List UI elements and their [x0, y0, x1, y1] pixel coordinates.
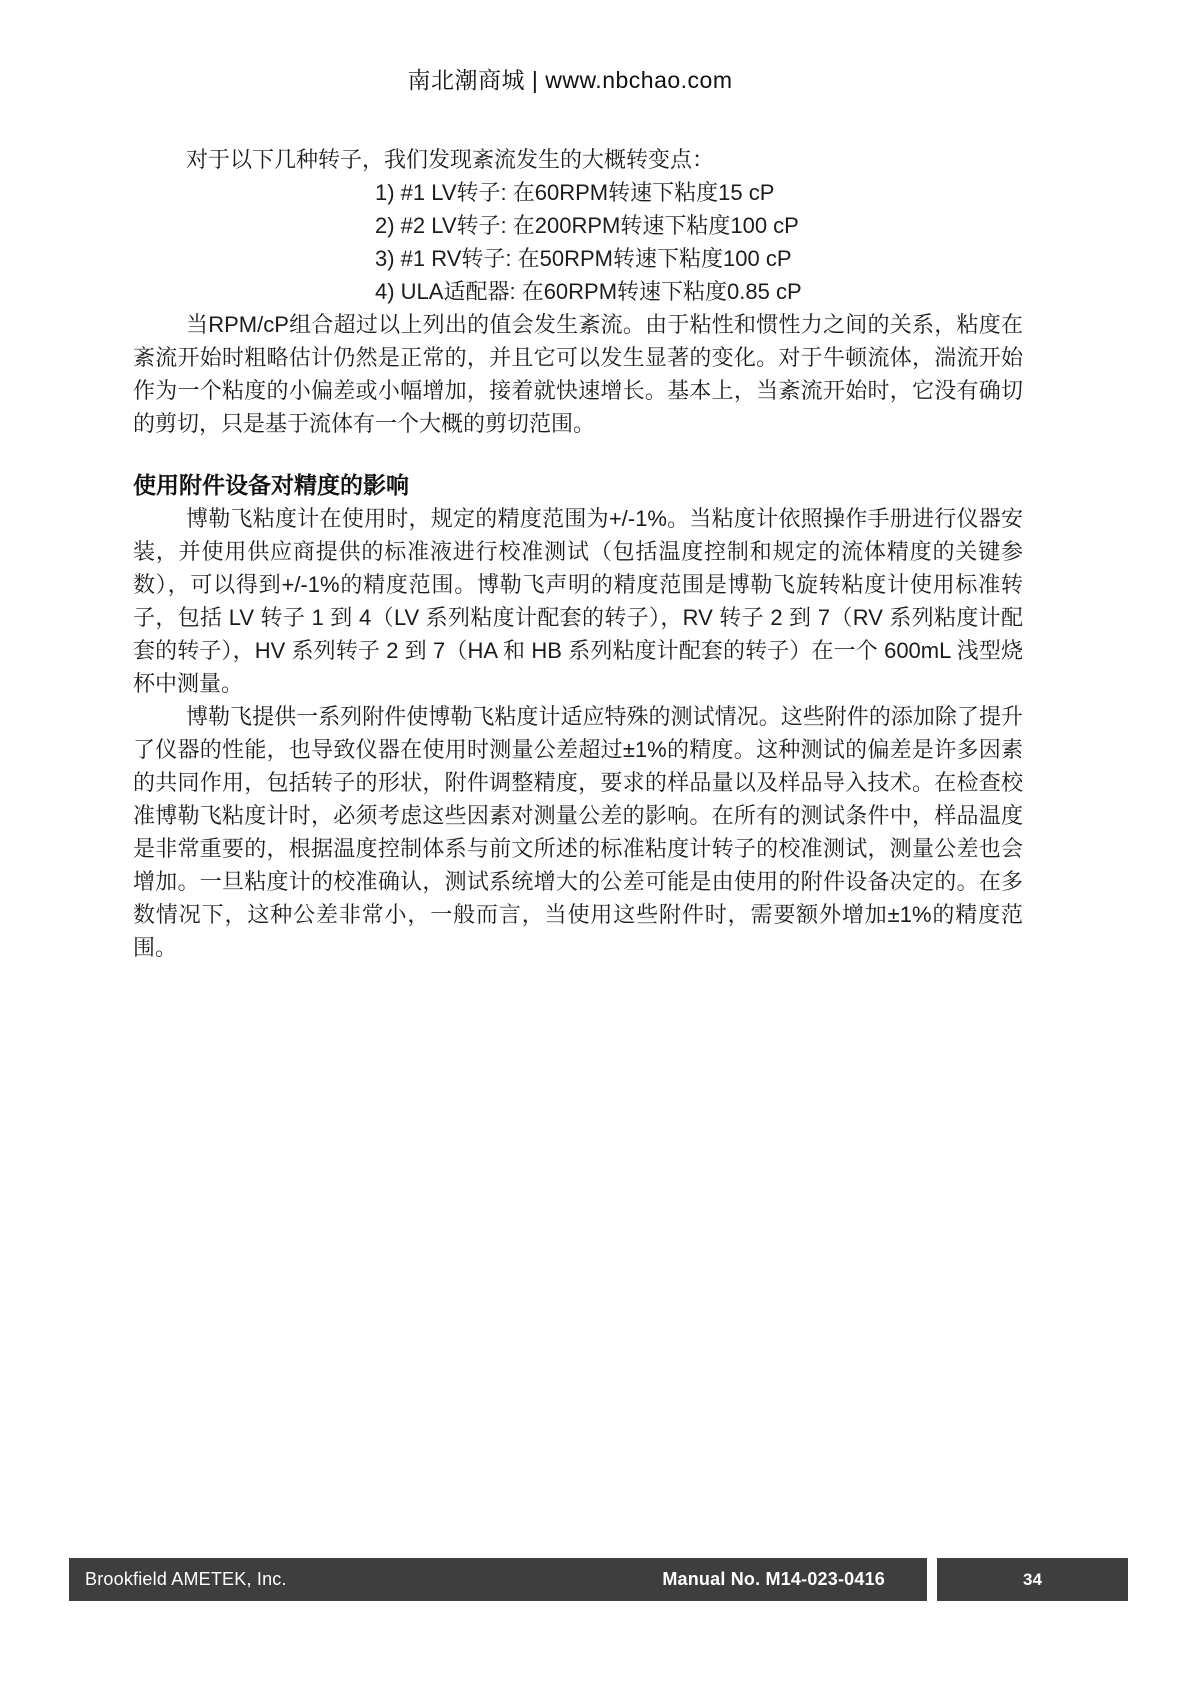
intro-paragraph: 对于以下几种转子，我们发现紊流发生的大概转变点：	[186, 147, 715, 172]
footer-bar	[69, 1558, 927, 1601]
footer-page-number-box	[937, 1558, 1128, 1601]
page-number: 34	[1023, 1569, 1042, 1589]
footer-manual-number: Manual No. M14-023-0416	[662, 1569, 885, 1589]
spindle-list-item-3: 3) #1 RV转子: 在50RPM转速下粘度100 cP	[375, 246, 792, 271]
site-header-text: 南北潮商城 | www.nbchao.com	[407, 67, 733, 93]
accuracy-paragraph-1: 博勒飞粘度计在使用时，规定的精度范围为+/-1%。当粘度计依照操作手册进行仪器安装，并使用供应商提供的标准液进行校准测试（包括温度控制和规定的流体精度的关键参数），可以得到+/-1%的精度范围。博勒飞声明的精度范围是博勒飞旋转粘度计使用标准转子，包括 LV 转子 1 到 4（LV 系列粘度计配套的转子），RV 转子 2 到 7（RV 系列粘度计配套的转子），HV 系列转子 2 到 7（HA 和 HB 系列粘度计配套的转子）在一个 600mL 浅型烧杯中测量。	[133, 506, 1023, 696]
section-heading: 使用附件设备对精度的影响	[133, 472, 409, 498]
accuracy-paragraph-2: 博勒飞提供一系列附件使博勒飞粘度计适应特殊的测试情况。这些附件的添加除了提升了仪器的性能，也导致仪器在使用时测量公差超过±1%的精度。这种测试的偏差是许多因素的共同作用，包括转子的形状，附件调整精度，要求的样品量以及样品导入技术。在检查校准博勒飞粘度计时，必须考虑这些因素对测量公差的影响。在所有的测试条件中，样品温度是非常重要的，根据温度控制体系与前文所述的标准粘度计转子的校准测试，测量公差也会增加。一旦粘度计的校准确认，测试系统增大的公差可能是由使用的附件设备决定的。在多数情况下，这种公差非常小，一般而言，当使用这些附件时，需要额外增加±1%的精度范围。	[133, 704, 1023, 960]
document-body	[133, 143, 1023, 964]
footer-company-label: Brookfield AMETEK, Inc.	[85, 1569, 287, 1589]
spindle-list-item-1: 1) #1 LV转子: 在60RPM转速下粘度15 cP	[375, 180, 775, 205]
spindle-list	[375, 176, 1023, 308]
site-header	[0, 62, 1140, 95]
turbulence-paragraph: 当RPM/cP组合超过以上列出的值会发生紊流。由于粘性和惯性力之间的关系，粘度在紊流开始时粗略估计仍然是正常的，并且它可以发生显著的变化。对于牛顿流体，湍流开始作为一个粘度的小偏差或小幅增加，接着就快速增长。基本上，当紊流开始时，它没有确切的剪切，只是基于流体有一个大概的剪切范围。	[133, 312, 1023, 436]
spindle-list-item-2: 2) #2 LV转子: 在200RPM转速下粘度100 cP	[375, 213, 799, 238]
spindle-list-item-4: 4) ULA适配器: 在60RPM转速下粘度0.85 cP	[375, 279, 802, 304]
